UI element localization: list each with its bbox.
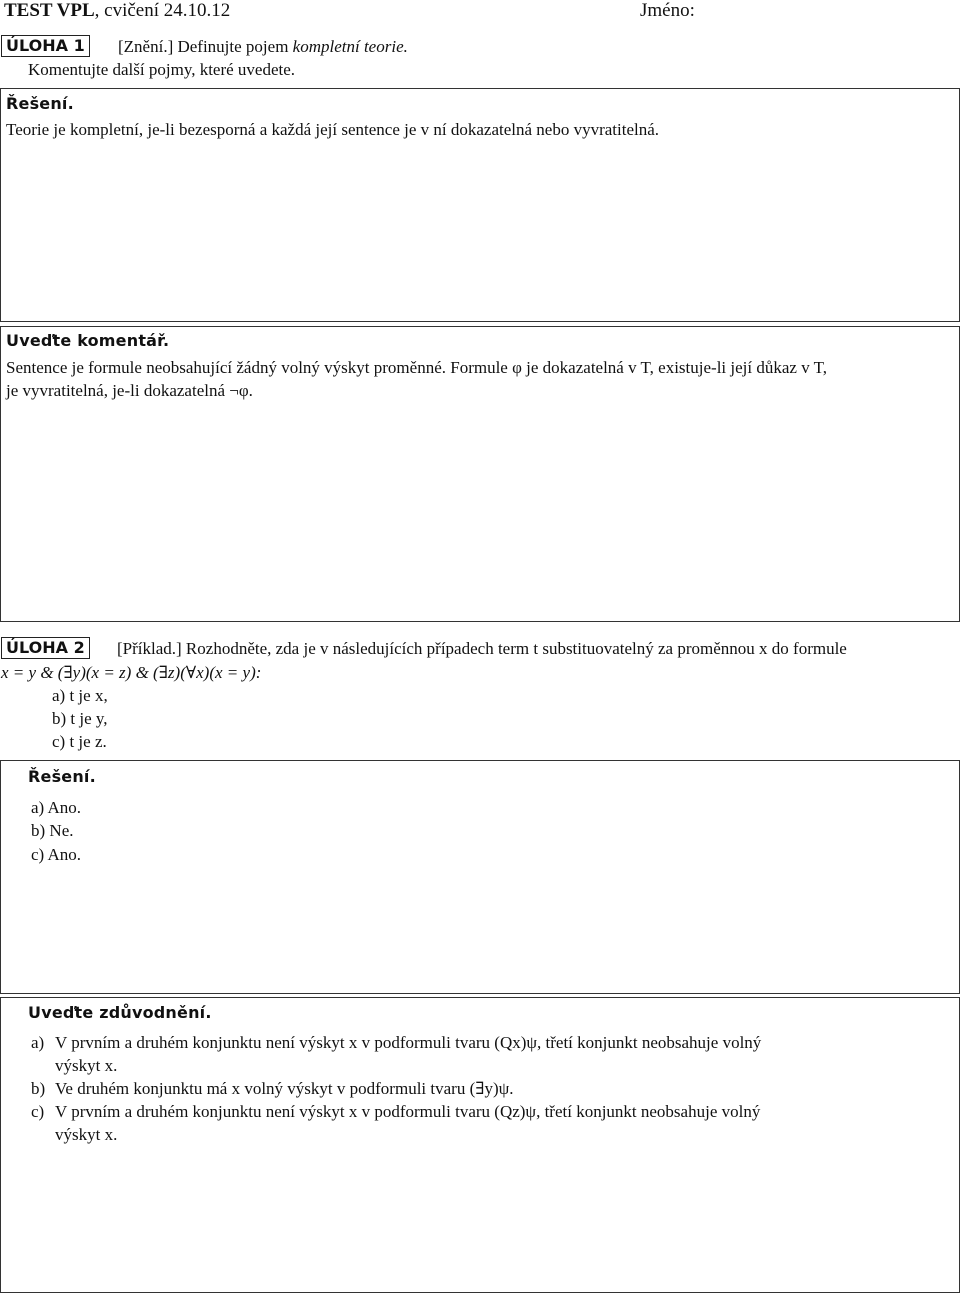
task1-solution-heading: Řešení.	[6, 94, 74, 113]
task2-case-b: b) t je y,	[52, 709, 108, 728]
task1-prompt	[118, 37, 408, 57]
task2-reason-b-line1: Ve druhém konjunktu má x volný výskyt v podformuli tvaru (∃y)ψ.	[55, 1079, 514, 1098]
task2-reason-a-line1: V prvním a druhém konjunktu není výskyt x v podformuli tvaru (Qx)ψ, třetí konjunkt neobsahuje volný	[55, 1033, 762, 1052]
test-title	[4, 0, 230, 22]
task2-reason-c-line1: V prvním a druhém konjunktu není výskyt x v podformuli tvaru (Qz)ψ, třetí konjunkt neobsahuje volný	[55, 1102, 761, 1121]
task2-reason-c-line2: výskyt x.	[55, 1125, 118, 1144]
task2-case-a: a) t je x,	[52, 686, 108, 705]
task1-comment-line2: je vyvratitelná, je-li dokazatelná ¬φ.	[6, 381, 253, 400]
task2-label: ÚLOHA 2	[1, 637, 90, 659]
name-label: Jméno:	[640, 0, 695, 21]
task2-prompt-formula: x = y & (∃y)(x = z) & (∃z)(∀x)(x = y):	[1, 663, 262, 682]
task2-answer-a: a) Ano.	[31, 798, 82, 817]
task2-answer-c: c) Ano.	[31, 845, 82, 864]
page-header	[4, 0, 956, 26]
test-date: , cvičení 24.10.12	[94, 0, 231, 21]
task1-prompt-italic: kompletní teorie.	[292, 37, 408, 56]
test-label: TEST VPL	[4, 0, 95, 21]
task2-reason-c-marker: c)	[31, 1102, 45, 1121]
task2-answer-b: b) Ne.	[31, 821, 74, 840]
task1-prompt-line2: Komentujte další pojmy, které uvedete.	[28, 60, 296, 79]
task2-prompt-line1: [Příklad.] Rozhodněte, zda je v následujících případech term t substituovatelný za proměnnou x do formule	[117, 639, 847, 658]
task1-prompt-prefix: [Znění.] Definujte pojem	[118, 37, 293, 56]
task1-label: ÚLOHA 1	[1, 35, 90, 57]
task1-comment-line1: Sentence je formule neobsahující žádný volný výskyt proměnné. Formule φ je dokazatelná v T, existuje-li její důkaz v T,	[6, 358, 828, 377]
task2-reason-heading: Uveďte zdůvodnění.	[28, 1003, 212, 1022]
task1-solution-text: Teorie je kompletní, je-li bezesporná a každá její sentence je v ní dokazatelná nebo vyvratitelná.	[6, 120, 660, 139]
task2-solution-heading: Řešení.	[28, 767, 96, 786]
task2-case-c: c) t je z.	[52, 732, 107, 751]
task2-reason-a-line2: výskyt x.	[55, 1056, 118, 1075]
task2-solution-box[interactable]	[0, 760, 960, 994]
task1-comment-heading: Uveďte komentář.	[6, 331, 170, 350]
task2-reason-a-marker: a)	[31, 1033, 45, 1052]
task2-reason-b-marker: b)	[31, 1079, 46, 1098]
